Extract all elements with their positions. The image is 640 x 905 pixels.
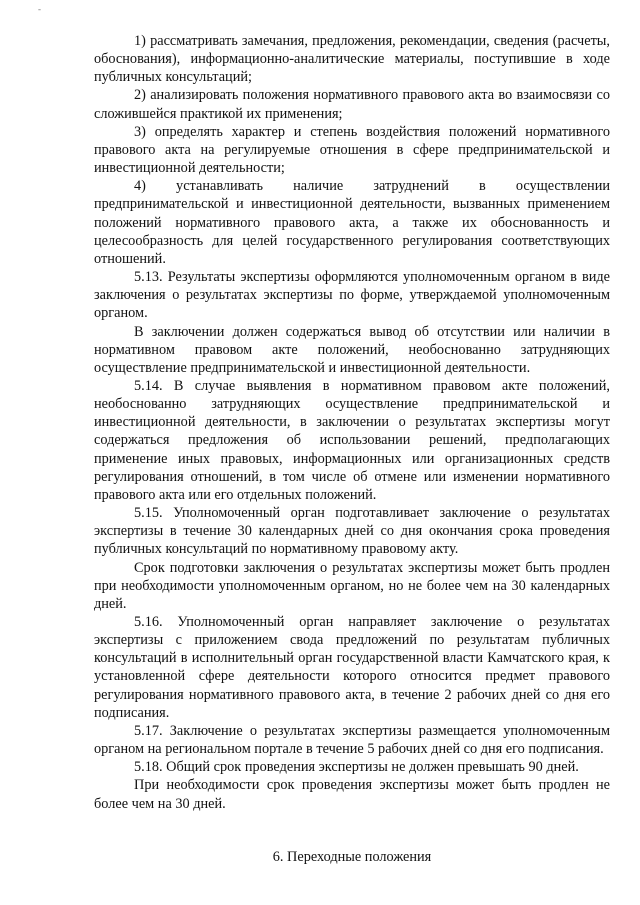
paragraph-5-13: 5.13. Результаты экспертизы оформляются уполномоченным органом в виде заключения о результатах экспертизы по форме, утверждаемой уполномоченным органом. <box>94 269 610 322</box>
paragraph-5-17: 5.17. Заключение о результатах экспертизы размещается уполномоченным органом на региональном портале в течение 5 рабочих дней со дня его подписания. <box>94 722 610 758</box>
paragraph-conclusion-content: В заключении должен содержаться вывод об отсутствии или наличии в нормативном правовом акте положений, необоснованно затрудняющих осуществление предпринимательской и инвестиционной деятельности. <box>94 323 610 376</box>
paragraph-3: 3) определять характер и степень воздействия положений нормативного правового акта на регулируемые отношения в сфере предпринимательской и инвестиционной деятельности; <box>94 123 610 177</box>
corner-mark: - <box>38 4 41 14</box>
paragraph-5-18: 5.18. Общий срок проведения экспертизы не должен превышать 90 дней. <box>134 759 579 776</box>
paragraph-5-16: 5.16. Уполномоченный орган направляет заключение о результатах экспертизы с приложением свода предложений по результатам публичных консультаций в исполнительный орган государственной власти Камчатского края, к установленной сфере деятельности которого относится предмет правового регулирования нормативного правового акта, в течение 2 рабочих дней со дня его подписания. <box>94 614 610 721</box>
document-body <box>94 32 610 813</box>
paragraph-4: 4) устанавливать наличие затруднений в осуществлении предпринимательской и инвестиционной деятельности, вызванных применением положений нормативного правового акта, а также их обоснованность и целесообразность для целей государственного регулирования соответствующих отношений. <box>94 178 610 267</box>
paragraph-1: 1) рассматривать замечания, предложения, рекомендации, сведения (расчеты, обоснования), информационно-аналитические материалы, поступившие в ходе публичных консультаций; <box>94 33 610 86</box>
section-heading: 6. Переходные положения <box>272 849 432 865</box>
paragraph-extension: Срок подготовки заключения о результатах экспертизы может быть продлен при необходимости уполномоченным органом, но не более чем на 30 календарных дней. <box>94 559 610 612</box>
paragraph-5-14: 5.14. В случае выявления в нормативном правовом акте положений, необоснованно затрудняющих осуществление предпринимательской и инвестиционной деятельности, в заключении о результатах экспертизы могут содержаться предложения об использовании решений, предполагающих применение иных правовых, информационных или организационных средств регулирования отношений, в том числе об отмене или изменении нормативного правового акта или его отдельных положений. <box>94 377 610 503</box>
paragraph-2: 2) анализировать положения нормативного правового акта во взаимосвязи со сложившейся практикой их применения; <box>94 87 610 122</box>
paragraph-5-15: 5.15. Уполномоченный орган подготавливает заключение о результатах экспертизы в течение 30 календарных дней со дня окончания срока проведения публичных консультаций по нормативному правовому акту. <box>94 505 610 558</box>
paragraph-final-extension: При необходимости срок проведения экспертизы может быть продлен не более чем на 30 дней. <box>94 777 610 812</box>
